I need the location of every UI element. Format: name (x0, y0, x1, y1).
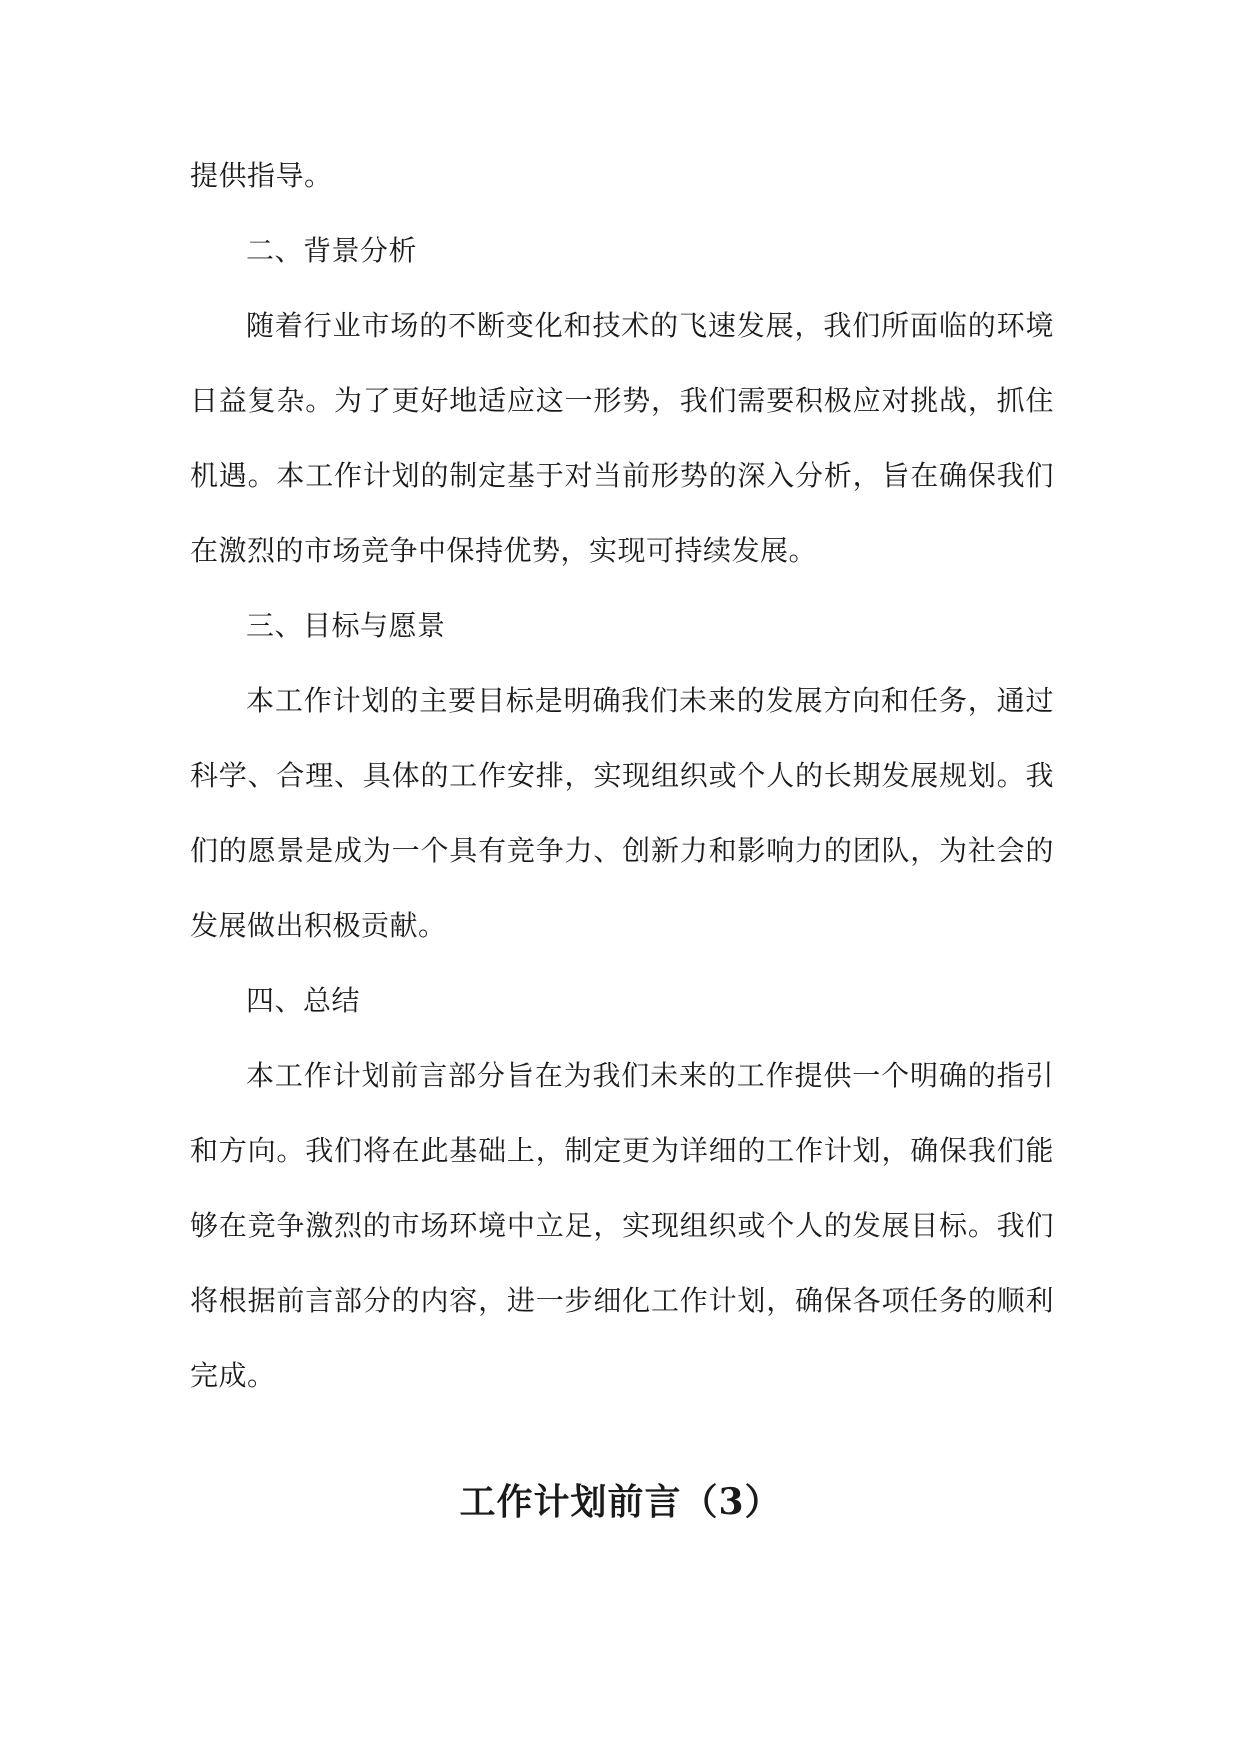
paragraph-continuation: 提供指导。 (190, 159, 333, 192)
section-title: 工作计划前言（3） (459, 1481, 782, 1523)
paragraph-summary: 本工作计划前言部分旨在为我们未来的工作提供一个明确的指引和方向。我们将在此基础上，制定更为详细的工作计划，确保我们能够在竞争激烈的市场环境中立足，实现组织或个人的发展目标。我们将根据前言部分的内容，进一步细化工作计划，确保各项任务的顺利完成。 (190, 1059, 1054, 1392)
paragraph-goals: 本工作计划的主要目标是明确我们未来的发展方向和任务，通过科学、合理、具体的工作安排，实现组织或个人的长期发展规划。我们的愿景是成为一个具有竞争力、创新力和影响力的团队，为社会的发展做出积极贡献。 (190, 684, 1054, 942)
document-body (190, 138, 1054, 1413)
section-heading-goals: 三、目标与愿景 (246, 609, 446, 642)
section-heading-summary: 四、总结 (246, 984, 361, 1017)
paragraph-background: 随着行业市场的不断变化和技术的飞速发展，我们所面临的环境日益复杂。为了更好地适应这一形势，我们需要积极应对挑战，抓住机遇。本工作计划的制定基于对当前形势的深入分析，旨在确保我们在激烈的市场竞争中保持优势，实现可持续发展。 (190, 309, 1054, 567)
section-heading-background: 二、背景分析 (246, 234, 418, 267)
